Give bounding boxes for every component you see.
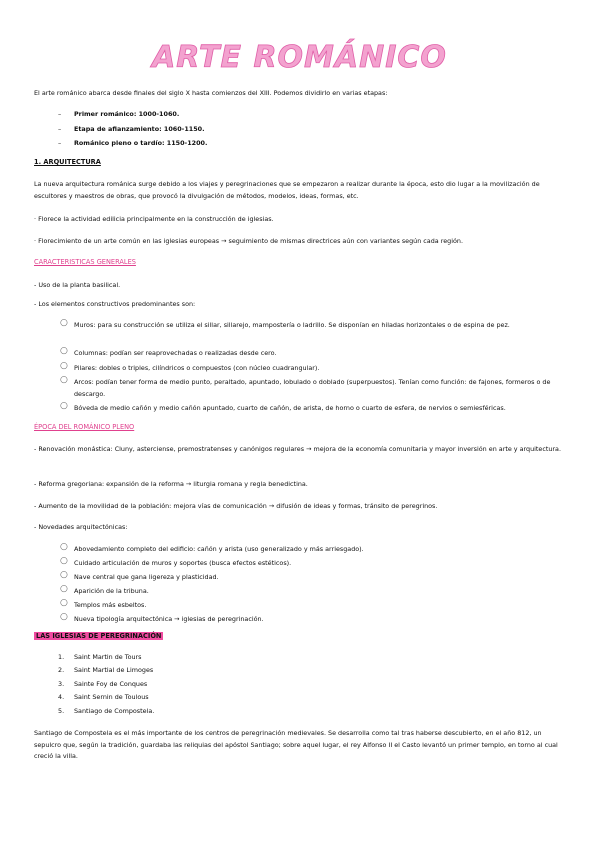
bullet-dash: – xyxy=(58,125,62,133)
iglesia-item: Sainte Foy de Conques xyxy=(74,680,148,688)
circle-bullet-icon: ○ xyxy=(60,375,68,385)
final-paragraph: Santiago de Compostela es el más importante de los centros de peregrinación medievales. Se desarrolla como tal tras haberse descubierto, en el año 812, un sepulcro que, según la tradición, guardaba las reliquias del apóstol Santiago; sobre aquel lugar, el rey Alfonso II el Casto levantó un primer templo, en torno al cual creció la villa. xyxy=(34,729,558,760)
intro-paragraph: El arte románico abarca desde finales del siglo X hasta comienzos del XIII. Podemos dividirlo en varias etapas: xyxy=(34,89,388,97)
pleno-point: - Reforma gregoriana: expansión de la reforma → liturgia romana y regla benedictina. xyxy=(34,480,308,488)
section-heading-arquitectura: 1. ARQUITECTURA xyxy=(34,158,101,166)
pleno-point: - Renovación monástica: Cluny, asterciense, premostratenses y canónigos regulares → mejora de la economía comunitaria y mayor inversión en arte y arquitectura. xyxy=(34,445,561,453)
pleno-item: Abovedamiento completo del edificio: cañón y arista (uso generalizado y más arriesgado). xyxy=(74,545,364,553)
circle-bullet-icon: ○ xyxy=(60,542,68,552)
etapa-item: Primer románico: 1000-1060. xyxy=(74,110,180,118)
list-number: 1. xyxy=(58,653,65,661)
arquitectura-point: · Florece la actividad edilicia principalmente en la construcción de iglesias. xyxy=(34,215,274,223)
caracteristicas-point: - Los elementos constructivos predominantes son: xyxy=(34,300,196,308)
bullet-dash: – xyxy=(58,139,62,147)
pleno-item: Aparición de la tribuna. xyxy=(74,587,149,595)
caracteristicas-item: Columnas: podían ser reaprovechadas o realizadas desde cero. xyxy=(74,349,277,357)
circle-bullet-icon: ○ xyxy=(60,570,68,580)
circle-bullet-icon: ○ xyxy=(60,346,68,356)
bullet-dash: – xyxy=(58,110,62,118)
iglesia-item: Saint Martin de Tours xyxy=(74,653,142,661)
circle-bullet-icon: ○ xyxy=(60,584,68,594)
iglesia-item: Saint Martial de Limoges xyxy=(74,666,154,674)
circle-bullet-icon: ○ xyxy=(60,598,68,608)
iglesia-item: Saint Sernin de Toulous xyxy=(74,693,149,701)
list-number: 2. xyxy=(58,666,65,674)
caracteristicas-item: Bóveda de medio cañón y medio cañón apuntado, cuarto de cañón, de arista, de horno o cuarto de esfera, de nervios o semiesféricas. xyxy=(74,404,506,412)
arquitectura-point: · Florecimiento de un arte común en las iglesias europeas → seguimiento de mismas directrices aún con variantes según cada región. xyxy=(34,237,463,245)
pleno-item: Templos más esbeltos. xyxy=(74,601,147,609)
pleno-point: - Aumento de la movilidad de la población: mejora vías de comunicación → difusión de ideas y formas, tránsito de peregrinos. xyxy=(34,502,438,510)
circle-bullet-icon: ○ xyxy=(60,318,68,328)
circle-bullet-icon: ○ xyxy=(60,556,68,566)
circle-bullet-icon: ○ xyxy=(60,612,68,622)
arquitectura-paragraph: La nueva arquitectura románica surge debido a los viajes y peregrinaciones que se empezaron a realizar durante la época, esto dio lugar a la movilización de escultores y maestros de obras, que provocó la divulgación de métodos, modelos, ideas, formas, etc. xyxy=(34,180,540,200)
pleno-point: - Novedades arquitectónicas: xyxy=(34,523,128,531)
etapa-item: Etapa de afianzamiento: 1060-1150. xyxy=(74,125,205,133)
pleno-item: Nave central que gana ligereza y plasticidad. xyxy=(74,573,219,581)
section-heading-caracteristicas: CARACTERISTICAS GENERALES xyxy=(34,258,136,266)
pleno-item: Cuidado articulación de muros y soportes (busca efectos estéticos). xyxy=(74,559,292,567)
circle-bullet-icon: ○ xyxy=(60,401,68,411)
pleno-item: Nueva tipología arquitectónica → iglesias de peregrinación. xyxy=(74,615,264,623)
iglesia-item: Santiago de Compostela. xyxy=(74,707,155,715)
section-heading-romanico-pleno: ÉPOCA DEL ROMÁNICO PLENO xyxy=(34,423,135,431)
document-title: ARTE ROMÁNICO xyxy=(152,40,447,75)
caracteristicas-item: Pilares: dobles o triples, cilíndricos o compuestos (con núcleo cuadrangular). xyxy=(74,364,320,372)
list-number: 3. xyxy=(58,680,65,688)
etapa-item: Románico pleno o tardío: 1150-1200. xyxy=(74,139,208,147)
circle-bullet-icon: ○ xyxy=(60,361,68,371)
section-heading-iglesias: LAS IGLESIAS DE PEREGRINACIÓN xyxy=(36,632,162,640)
list-number: 5. xyxy=(58,707,65,715)
caracteristicas-item: Arcos: podían tener forma de medio punto, peraltado, apuntado, lobulado o doblado (superpuestos). Tenían como función: de fajones, formeros o de descargo. xyxy=(74,378,551,398)
caracteristicas-point: - Uso de la planta basilical. xyxy=(34,281,121,289)
caracteristicas-item: Muros: para su construcción se utiliza el sillar, sillarejo, mampostería o ladrillo. Se disponían en hiladas horizontales o de espina de pez. xyxy=(74,321,510,329)
list-number: 4. xyxy=(58,693,65,701)
